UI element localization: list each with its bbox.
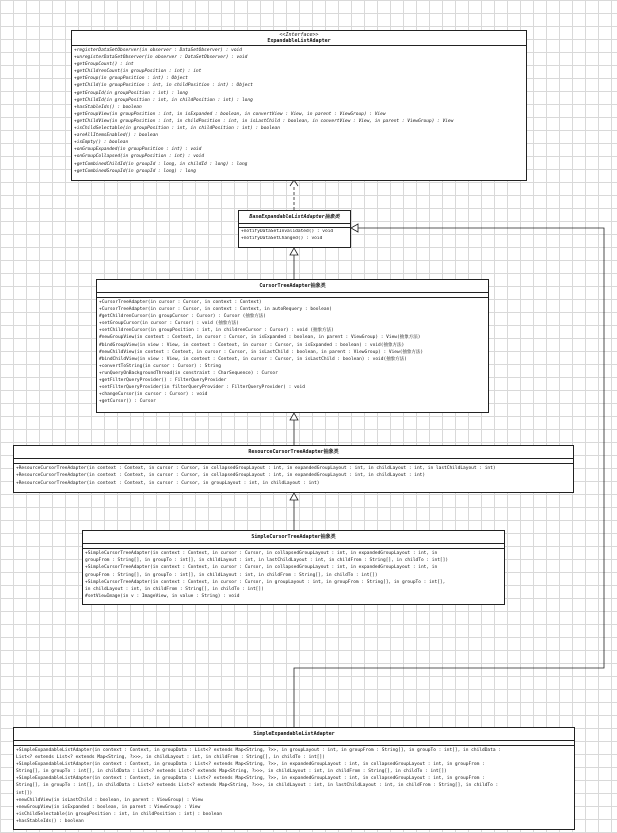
method: +hasStableIds() : boolean [16, 818, 84, 824]
method: #setViewImage(in v : ImageView, in value : String) : void [85, 594, 240, 600]
interface-name: ExpandableListAdapter [267, 38, 331, 44]
method: +getGroupId(in groupPosition : int) : long [74, 90, 188, 96]
resource-methods [14, 463, 573, 488]
constructor: String[], in groupTo : int[], in childData : List<? extends List<? extends Map<String, ?>>>, in childLayout : int, in lastChildLayout : int, in childFrom : String[], in childTo : [16, 783, 499, 789]
constructor: String[], in groupTo : int[], in childData : List<? extends List<? extends Map<String, ?>>>, in childLayout : int, in childFrom : String[], in childTo : int[]) [16, 769, 447, 775]
inherit-arrowhead-base-2 [351, 224, 358, 232]
simpleexp-name: SimpleExpandableListAdapter [253, 731, 335, 737]
class-baseexpandablelistadapter [238, 210, 351, 248]
method: +ResourceCursorTreeAdapter(in context : Context, in cursor : Cursor, in collapsedGroupLayout : int, in expandedGroupLayout : int, in childLayout : int, in lastChildLayout : int) [16, 466, 496, 471]
method: +areAllItemsEnabled() : boolean [74, 133, 158, 139]
method: +ResourceCursorTreeAdapter(in context : Context, in cursor : Cursor, in groupLayout : int, in childLayout : int) [16, 480, 320, 486]
method: +onGroupExpanded(in groupPosition : int) : void [74, 147, 202, 153]
method: +onGroupCollapsed(in groupPosition : int) : void [74, 154, 205, 160]
interface-stereotype: <<Interface>> [279, 32, 319, 38]
class-cursortreeadapter [96, 279, 489, 413]
method: +getGroup(in groupPosition : int) : Object [74, 76, 188, 82]
method: +SimpleCursorTreeAdapter(in context : Context, in cursor : Cursor, in collapsedGroupLayout : int, in expandedGroupLayout : int, in [85, 565, 438, 571]
constructor: +SimpleExpandableListAdapter(in context : Context, in groupData : List<? extends Map<String, ?>>, in expandedGroupLayout : int, in collapsedGroupLayout : int, in groupFrom : [16, 776, 485, 782]
class-simplecursortreeadapter [82, 530, 505, 605]
inherit-arrowhead-resource [290, 493, 298, 500]
simplecursor-header [83, 531, 504, 544]
cursor-methods [97, 297, 488, 406]
method: +getCombinedGroupId(in groupId : long) : long [74, 168, 196, 174]
interface-expandablelistadapter [71, 30, 527, 181]
method: +changeCursor(in cursor : Cursor) : void [99, 392, 208, 398]
method: +getCursor() : Cursor [99, 399, 156, 405]
method: +SimpleCursorTreeAdapter(in context : Context, in cursor : Cursor, in groupLayout : int, in groupFrom : String[], in groupTo : int[], [85, 579, 446, 585]
method: #getChildrenCursor(in groupCursor : Cursor) : Cursor (抽象方法) [99, 314, 267, 320]
method: +getFilterQueryProvider() : FilterQueryProvider [99, 378, 227, 384]
method: groupFrom : String[], in groupTo : int[], in childLayout : int, in childFrom : String[], in childTo : int[]) [85, 572, 378, 578]
resource-name: ResourceCursorTreeAdapter抽象类 [248, 449, 339, 455]
base-name: BaseExpandableListAdapter抽象类 [249, 214, 340, 220]
method: +setFilterQueryProvider(in filterQueryProvider : FilterQueryProvider) : void [99, 385, 305, 391]
constructor: int[]) [16, 790, 33, 796]
base-header [239, 211, 350, 224]
method: +notifyDataSetChanged() : void [241, 235, 323, 241]
method: +CursorTreeAdapter(in cursor : Cursor, in context : Context) [99, 300, 262, 305]
class-resourcecursortreeadapter [13, 445, 574, 493]
inherit-arrowhead-cursor [290, 413, 298, 420]
method: +setChildrenCursor(in groupPosition : int, in childrenCursor : Cursor) : void (抽象方法) [99, 328, 334, 334]
constructor: +SimpleExpandableListAdapter(in context : Context, in groupData : List<? extends Map<String, ?>>, in groupLayout : int, in groupFrom : String[], in groupTo : int[], in childData : [16, 748, 501, 753]
method: +isChildSelectable(in groupPosition : int, in childPosition : int) : boolean [74, 126, 280, 132]
method: #newChildView(in context : Context, in cursor : Cursor, in isLastChild : boolean, in parent : ViewGroup) : View(抽象方法) [99, 349, 424, 355]
method: +newChildView(in isLastChild : boolean, in parent : ViewGroup) : View [16, 797, 203, 803]
method: +getGroupCount() : int [74, 62, 134, 68]
cursor-name: CursorTreeAdapter抽象类 [259, 283, 326, 289]
constructor: List<? extends List<? extends Map<String, ?>>>, in childLayout : int, in childFrom : String[], in childTo : int[]) [16, 755, 325, 761]
interface-methods [72, 46, 526, 176]
cursor-header [97, 280, 488, 293]
method: +isChildSelectable(in groupPosition : int, in childPosition : int) : boolean [16, 811, 222, 817]
method: #bindGroupView(in view : View, in context : Context, in cursor : Cursor, in isExpanded : boolean) : void(抽象方法) [99, 342, 405, 348]
method: +getGroupView(in groupPosition : int, in isExpanded : boolean, in convertView : View, in parent : ViewGroup) : View [74, 111, 386, 117]
method: +setGroupCursor(in cursor : Cursor) : void (抽象方法) [99, 321, 239, 327]
method: +CursorTreeAdapter(in cursor : Cursor, in context : Context, in autoRequery : boolean) [99, 307, 332, 313]
method: +runQueryOnBackgroundThread(in constraint : CharSequence) : Cursor [99, 370, 278, 376]
constructor: +SimpleExpandableListAdapter(in context : Context, in groupData : List<? extends Map<String, ?>>, in expandedGroupLayout : int, in collapsedGroupLayout : int, in groupFrom : [16, 762, 485, 768]
simplecursor-methods [83, 548, 504, 601]
method: groupFrom : String[], in groupTo : int[], in childLayout : int, in lastChildLayout : int, in childFrom : String[], in childTo : int[]) [85, 558, 449, 564]
method: #newGroupView(in context : Context, in cursor : Cursor, in isExpanded : boolean, in parent : ViewGroup) : View(抽象方法) [99, 335, 421, 341]
simplecursor-name: SimpleCursorTreeAdapter抽象类 [251, 534, 336, 540]
method: +ResourceCursorTreeAdapter(in context : Context, in cursor : Cursor, in collapsedGroupLayout : int, in expandedGroupLayout : int, in childLayout : int) [16, 473, 426, 479]
method: +getChild(in groupPosition : int, in childPosition : int) : Object [74, 83, 253, 89]
class-simpleexpandablelistadapter [13, 727, 575, 830]
simpleexp-header [14, 728, 574, 741]
method: +SimpleCursorTreeAdapter(in context : Context, in cursor : Cursor, in collapsedGroupLayout : int, in expandedGroupLayout : int, in [85, 551, 438, 556]
interface-header [72, 31, 526, 46]
resource-header [14, 446, 573, 459]
method: +notifyDataSetInvalidated() : void [241, 229, 334, 234]
method: +getChildId(in groupPosition : int, in childPosition : int) : long [74, 97, 253, 103]
method: +isEmpty() : boolean [74, 140, 129, 146]
method: +newGroupView(in isExpanded : boolean, in parent : ViewGroup) : View [16, 804, 201, 810]
inherit-arrowhead-base [290, 248, 298, 255]
method: +getChildrenCount(in groupPosition : int) : int [74, 69, 202, 75]
method: in childLayout : int, in childFrom : String[], in childTo : int[]) [85, 587, 264, 593]
method: +getChildView(in groupPosition : int, in childPosition : int, in isLastChild : boolean, in convertView : View, in parent : ViewGroup) : View [74, 118, 454, 124]
base-methods [239, 227, 350, 243]
method: +unregisterDataSetObserver(in observer : DataSetObserver) : void [74, 55, 248, 61]
method: +registerDataSetObserver(in observer : DataSetObserver) : void [74, 48, 242, 53]
method: #bindChildView(in view : View, in context : Context, in cursor : Cursor, in isLastChild : boolean) : void(抽象方法) [99, 356, 407, 362]
simpleexp-methods [14, 745, 574, 826]
method: +convertToString(in cursor : Cursor) : String [99, 363, 221, 369]
method: +getCombinedChildId(in groupId : long, in childId : long) : long [74, 161, 248, 167]
method: +hasStableIds() : boolean [74, 104, 142, 110]
